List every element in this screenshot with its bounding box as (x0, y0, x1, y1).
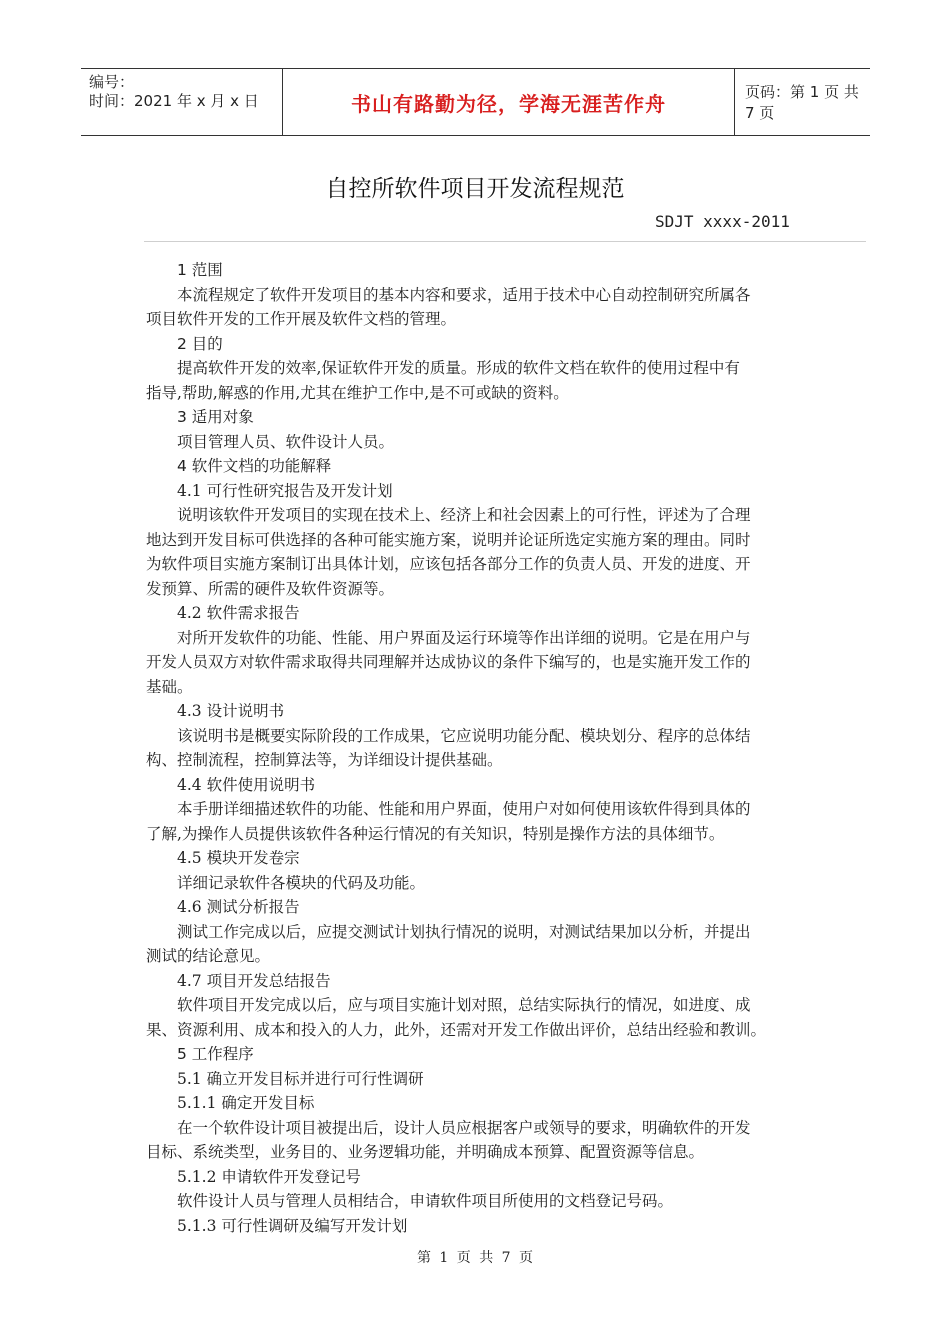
body-line: 本手册详细描述软件的功能、性能和用户界面，使用户对如何使用该软件得到具体的 (177, 800, 751, 818)
body-line: 发预算、所需的硬件及软件资源等。 (146, 579, 395, 598)
date-label: 时间：2021 年 x 月 x 日 (89, 92, 259, 110)
body-line: 4.3 设计说明书 (177, 702, 285, 720)
document-number: SDJT xxxx-2011 (655, 212, 790, 231)
body-line: 4.2 软件需求报告 (177, 604, 300, 622)
header-page-info: 页码：第 1 页 共 7 页 (745, 83, 859, 122)
body-line: 5.1.1 确定开发目标 (177, 1094, 315, 1112)
body-line: 测试的结论意见。 (146, 947, 271, 965)
header-left-cell (81, 69, 282, 135)
body-line: 说明该软件开发项目的实现在技术上、经济上和社会因素上的可行性，评述为了合理 (177, 506, 751, 524)
section-heading: 3 适用对象 (177, 408, 254, 426)
body-line: 构、控制流程，控制算法等，为详细设计提供基础。 (146, 751, 503, 769)
page-header (81, 68, 870, 136)
body-line: 对所开发软件的功能、性能、用户界面及运行环境等作出详细的说明。它是在用户与 (177, 628, 751, 647)
page-footer: 第 1 页 共 7 页 (416, 1250, 534, 1266)
body-line: 提高软件开发的效率,保证软件开发的质量。形成的软件文档在软件的使用过程中有 (177, 359, 740, 377)
body-line: 地达到开发目标可供选择的各种可能实施方案，说明并论证所选定实施方案的理由。同时 (146, 530, 751, 549)
body-line: 软件项目开发完成以后，应与项目实施计划对照，总结实际执行的情况，如进度、成 (177, 996, 751, 1014)
body-line: 测试工作完成以后，应提交测试计划执行情况的说明，对测试结果加以分析，并提出 (177, 922, 751, 941)
body-line: 详细记录软件各模块的代码及功能。 (177, 873, 426, 892)
document-title: 自控所软件项目开发流程规范 (325, 176, 625, 202)
body-line: 软件设计人员与管理人员相结合，申请软件项目所使用的文档登记号码。 (177, 1192, 674, 1210)
body-line: 4.4 软件使用说明书 (177, 775, 316, 794)
section-heading: 2 目的 (177, 334, 223, 353)
number-label: 编号： (89, 73, 135, 91)
body-line: 4.7 项目开发总结报告 (177, 971, 331, 990)
body-line: 开发人员双方对软件需求取得共同理解并达成协议的条件下编写的，也是实施开发工作的 (146, 653, 751, 671)
title-divider (144, 241, 866, 242)
body-line: 5.1 确立开发目标并进行可行性调研 (177, 1069, 424, 1088)
body-line: 本流程规定了软件开发项目的基本内容和要求，适用于技术中心自动控制研究所属各 (177, 285, 751, 304)
body-line: 项目管理人员、软件设计人员。 (177, 432, 395, 451)
body-line: 基础。 (146, 677, 193, 696)
body-line: 指导,帮助,解惑的作用,尤其在维护工作中,是不可或缺的资料。 (146, 383, 569, 402)
section-heading: 1 范围 (177, 261, 223, 279)
body-line: 了解,为操作人员提供该软件各种运行情况的有关知识，特别是操作方法的具体细节。 (146, 824, 725, 843)
document-body (146, 258, 810, 1238)
section-heading: 4 软件文档的功能解释 (177, 457, 332, 475)
body-line: 5.1.3 可行性调研及编写开发计划 (177, 1216, 408, 1235)
body-line: 5.1.2 申请软件开发登记号 (177, 1167, 361, 1186)
header-slogan: 书山有路勤为径，学海无涯苦作舟 (282, 69, 735, 135)
body-line: 果、资源利用、成本和投入的人力，此外，还需对开发工作做出评价，总结出经验和教训。 (146, 1020, 767, 1039)
body-line: 4.1 可行性研究报告及开发计划 (177, 481, 393, 500)
body-line: 该说明书是概要实际阶段的工作成果，它应说明功能分配、模块划分、程序的总体结 (177, 726, 751, 745)
body-line: 项目软件开发的工作开展及软件文档的管理。 (146, 310, 457, 328)
body-line: 4.5 模块开发卷宗 (177, 849, 300, 867)
body-line: 为软件项目实施方案制订出具体计划，应该包括各部分工作的负责人员、开发的进度、开 (146, 555, 751, 573)
body-line: 在一个软件设计项目被提出后，设计人员应根据客户或领导的要求，明确软件的开发 (177, 1118, 751, 1137)
body-line: 目标、系统类型，业务目的、业务逻辑功能，并明确成本预算、配置资源等信息。 (146, 1143, 705, 1161)
body-line: 4.6 测试分析报告 (177, 898, 300, 916)
section-heading: 5 工作程序 (177, 1045, 254, 1063)
